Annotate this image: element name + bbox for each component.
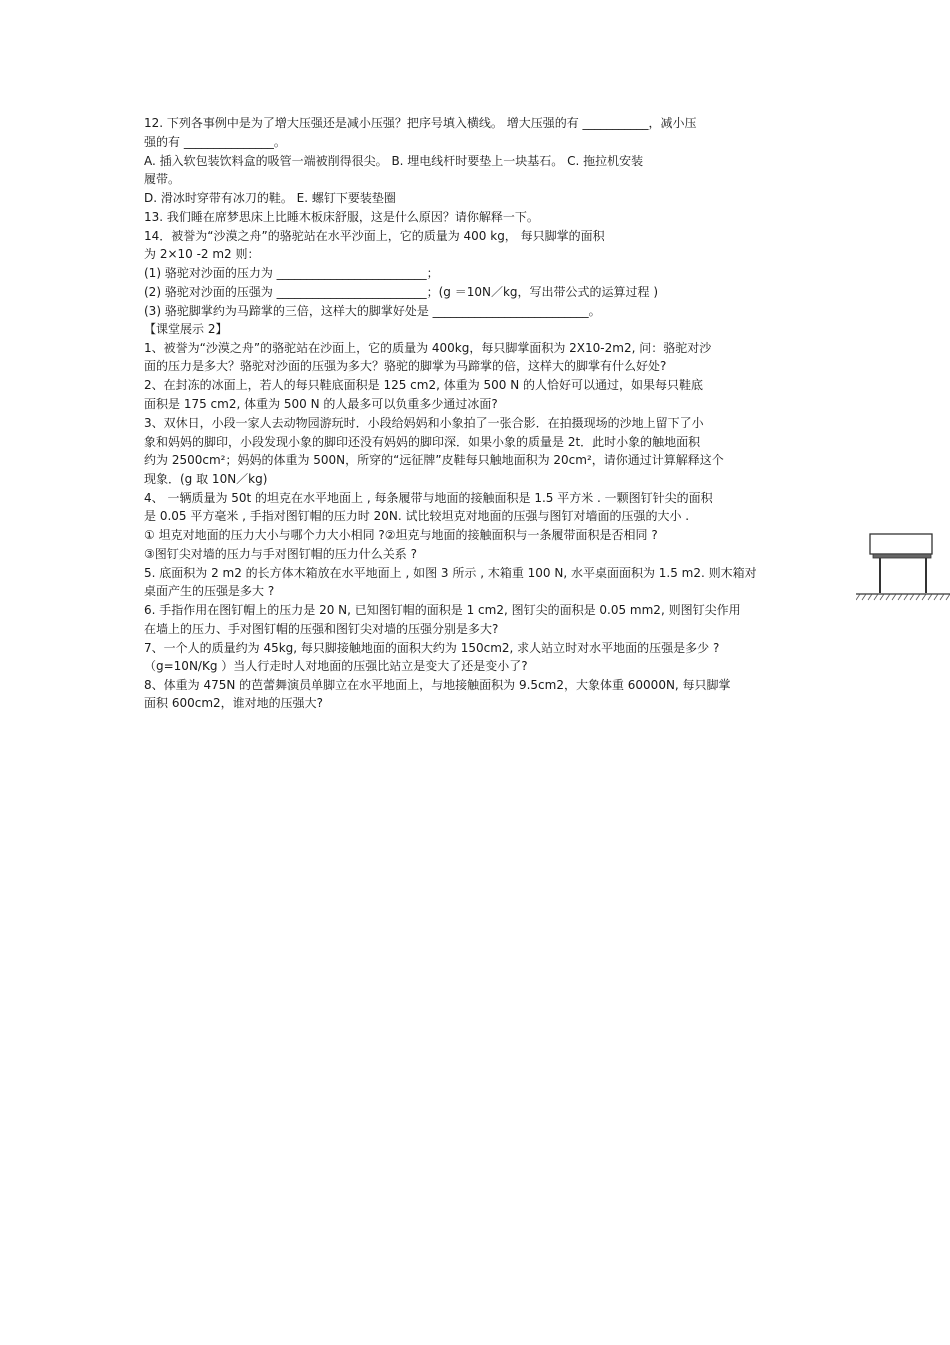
text-line: 象和妈妈的脚印，小段发现小象的脚印还没有妈妈的脚印深．如果小象的质量是 2t．此时小象的触地面积 bbox=[144, 435, 701, 449]
text-line: 为 2×10 -2 m2 则： bbox=[144, 247, 260, 261]
text-line: 履带。 bbox=[144, 172, 181, 186]
text-line: 14．被誉为“沙漠之舟”的骆驼站在水平沙面上，它的质量为 400 kg， 每只脚掌的面积 bbox=[144, 229, 605, 243]
text-line: 13. 我们睡在席梦思床上比睡木板床舒服，这是什么原因？请你解释一下。 bbox=[144, 210, 539, 224]
text-line: 约为 2500cm²；妈妈的体重为 500N，所穿的“远征牌”皮鞋每只触地面积为 20cm²，请你通过计算解释这个 bbox=[144, 453, 724, 467]
text-line: （g=10N/Kg ）当人行走时人对地面的压强比站立是变大了还是变小了? bbox=[144, 659, 528, 673]
section-heading: 【课堂展示 2】 bbox=[144, 322, 228, 336]
box-on-table-figure bbox=[856, 533, 950, 603]
ground-hatching bbox=[856, 594, 950, 600]
text-line: 2、在封冻的冰面上，若人的每只鞋底面积是 125 cm2, 体重为 500 N 的人恰好可以通过，如果每只鞋底 bbox=[144, 378, 704, 392]
text-line: 面的压力是多大？骆驼对沙面的压强为多大？骆驼的脚掌为马蹄掌的倍，这样大的脚掌有什么好处? bbox=[144, 359, 667, 373]
text-line: 8、体重为 475N 的芭蕾舞演员单脚立在水平地面上，与地接触面积为 9.5cm2，大象体重 60000N, 每只脚掌 bbox=[144, 678, 731, 692]
text-line: ③图钉尖对墙的压力与手对图钉帽的压力什么关系 ? bbox=[144, 547, 417, 561]
text-line: (1) 骆驼对沙面的压力为 _________________________； bbox=[144, 266, 439, 280]
text-line: 3、双休日，小段一家人去动物园游玩时．小段给妈妈和小象拍了一张合影．在拍摄现场的沙地上留下了小 bbox=[144, 416, 704, 430]
text-line: 面积是 175 cm2, 体重为 500 N 的人最多可以负重多少通过冰面? bbox=[144, 397, 498, 411]
text-line: 1、被誉为“沙漠之舟”的骆驼站在沙面上，它的质量为 400kg，每只脚掌面积为 2X10-2m2, 问：骆驼对沙 bbox=[144, 341, 712, 355]
text-line: 7、一个人的质量约为 45kg, 每只脚接触地面的面积大约为 150cm2, 求人站立时对水平地面的压强是多少 ? bbox=[144, 641, 720, 655]
text-line: 面积 600cm2，谁对地的压强大? bbox=[144, 696, 324, 710]
text-line: 现象．(g 取 10N／kg) bbox=[144, 472, 268, 486]
text-line: (2) 骆驼对沙面的压强为 _________________________；(g ＝10N／kg，写出带公式的运算过程 ) bbox=[144, 285, 659, 299]
text-line: 是 0.05 平方毫米 , 手指对图钉帽的压力时 20N. 试比较坦克对地面的压强与图钉对墙面的压强的大小 . bbox=[144, 509, 690, 523]
text-line: D. 滑冰时穿带有冰刀的鞋。 E. 螺钉下要装垫圈 bbox=[144, 191, 396, 205]
wooden-box bbox=[870, 534, 932, 554]
text-line: (3) 骆驼脚掌约为马蹄掌的三倍，这样大的脚掌好处是 __________________________。 bbox=[144, 304, 601, 318]
text-line: 4、 一辆质量为 50t 的坦克在水平地面上 , 每条履带与地面的接触面积是 1.5 平方米 . 一颗图钉针尖的面积 bbox=[144, 491, 713, 505]
text-line: ① 坦克对地面的压力大小与哪个力大小相同 ?②坦克与地面的接触面积与一条履带面积是否相同 ? bbox=[144, 528, 658, 542]
table-top bbox=[873, 554, 931, 558]
text-line: 5. 底面积为 2 m2 的长方体木箱放在水平地面上 , 如图 3 所示 , 木箱重 100 N, 水平桌面面积为 1.5 m2. 则木箱对 bbox=[144, 566, 757, 580]
text-line: 强的有 _______________。 bbox=[144, 135, 286, 149]
text-line: 桌面产生的压强是多大 ? bbox=[144, 584, 275, 598]
text-line: 12. 下列各事例中是为了增大压强还是减小压强？把序号填入横线。 增大压强的有 ___________，减小压 bbox=[144, 116, 697, 130]
text-line: 在墙上的压力、手对图钉帽的压强和图钉尖对墙的压强分别是多大? bbox=[144, 622, 499, 636]
text-line: A. 插入软包装饮料盒的吸管一端被削得很尖。 B. 埋电线杆时要垫上一块基石。 C. 拖拉机安装 bbox=[144, 154, 644, 168]
text-line: 6. 手指作用在图钉帽上的压力是 20 N, 已知图钉帽的面积是 1 cm2, 图钉尖的面积是 0.05 mm2, 则图钉尖作用 bbox=[144, 603, 741, 617]
